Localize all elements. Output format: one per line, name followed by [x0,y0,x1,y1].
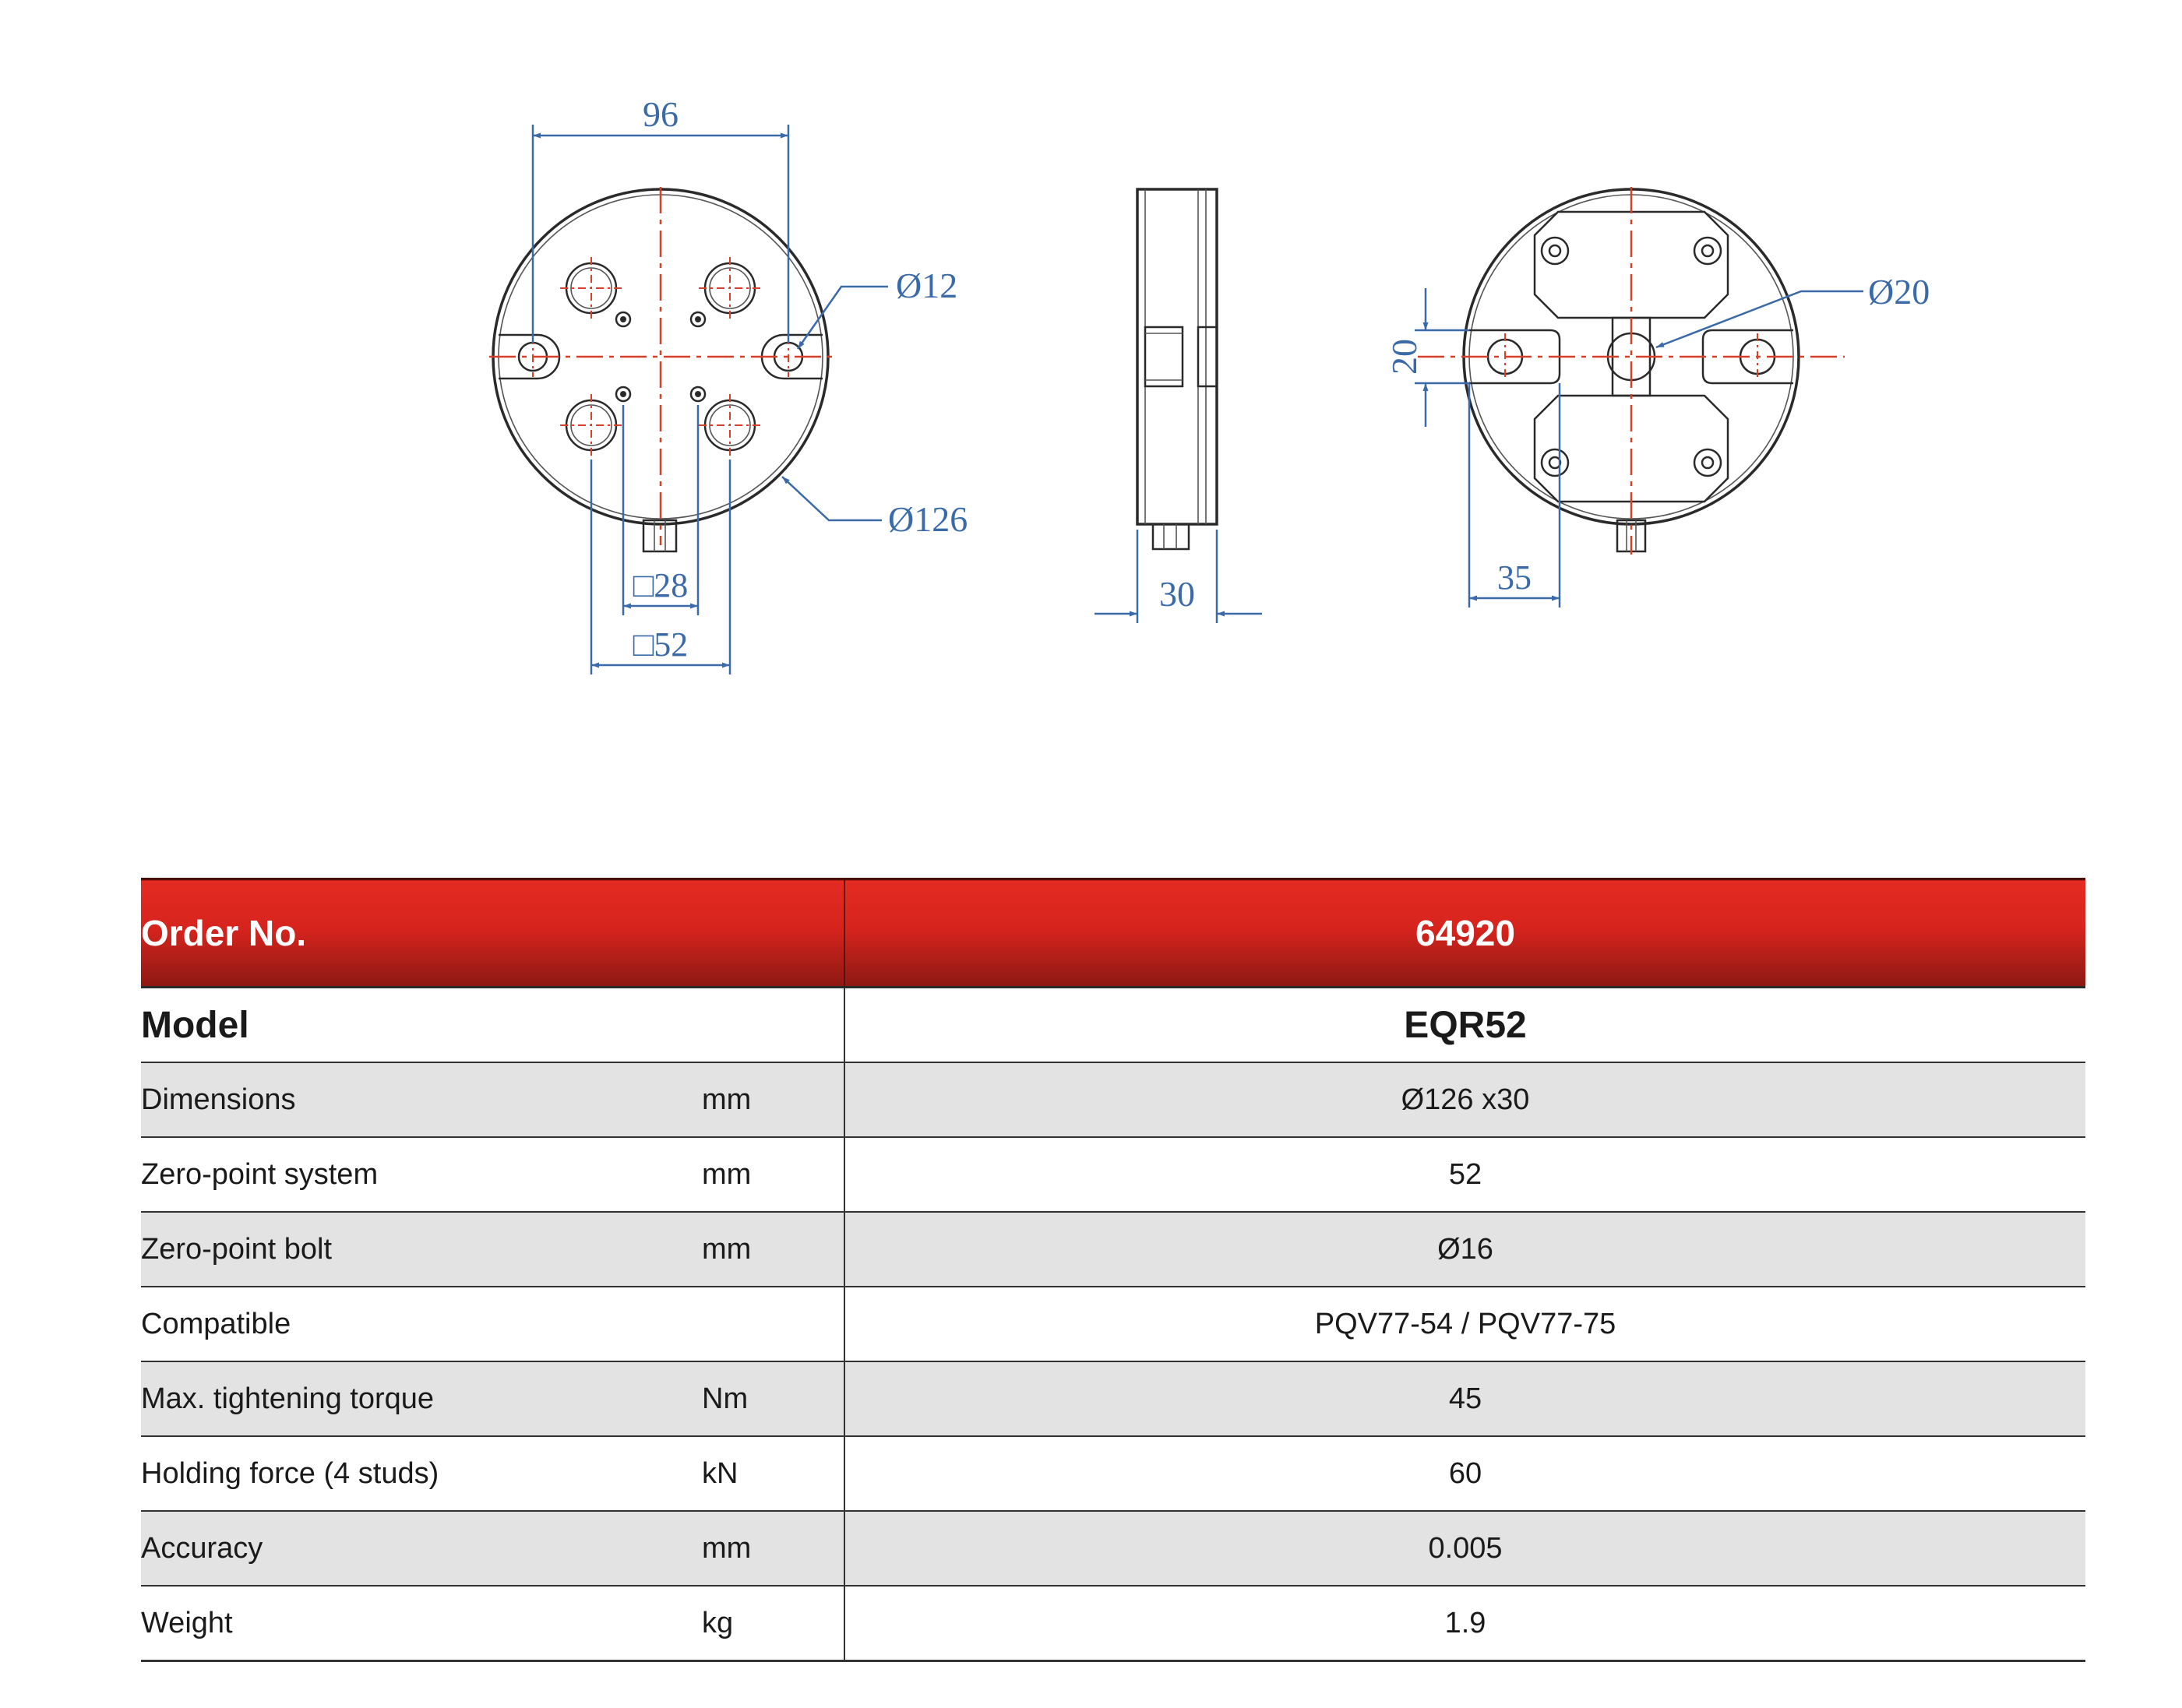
row-label: Dimensions [141,1062,702,1137]
row-label: Weight [141,1586,702,1661]
dim-sq52-label: □52 [633,625,689,664]
technical-drawings [0,0,2182,779]
spec-table [141,878,2085,1662]
row-label: Zero-point system [141,1137,702,1212]
dim-35-label: 35 [1497,558,1532,597]
table-row [141,1586,2085,1661]
row-label: Holding force (4 studs) [141,1436,702,1511]
row-unit: mm [702,1511,844,1586]
table-row [141,1361,2085,1436]
row-unit: kg [702,1586,844,1661]
dim-20-label: 20 [1384,339,1424,375]
table-row [141,1137,2085,1212]
row-value: 1.9 [844,1586,2085,1661]
table-row [141,1287,2085,1361]
table-row [141,1436,2085,1511]
table-row [141,1062,2085,1137]
row-label: Compatible [141,1287,702,1361]
rear-view-drawing [1384,187,1930,607]
table-row [141,1511,2085,1586]
row-unit: mm [702,1137,844,1212]
row-unit [702,1287,844,1361]
row-value: 0.005 [844,1511,2085,1586]
row-value: PQV77-54 / PQV77-75 [844,1287,2085,1361]
model-label: Model [141,988,844,1063]
dim-d126-label: Ø126 [888,499,968,539]
row-value: 60 [844,1436,2085,1511]
model-row [141,988,2085,1063]
row-unit: mm [702,1212,844,1287]
row-value: 52 [844,1137,2085,1212]
row-value: Ø126 x30 [844,1062,2085,1137]
side-view-drawing [1095,189,1262,623]
dim-sq28-label: □28 [633,566,689,604]
row-unit: Nm [702,1361,844,1436]
order-number-row [141,879,2085,988]
row-value: 45 [844,1361,2085,1436]
front-view-drawing [489,94,968,674]
row-label: Accuracy [141,1511,702,1586]
row-value: Ø16 [844,1212,2085,1287]
dim-d20-label: Ø20 [1868,272,1930,312]
model-value: EQR52 [844,988,2085,1063]
dim-30-label: 30 [1159,574,1195,614]
order-number-label: Order No. [141,879,844,988]
table-row [141,1212,2085,1287]
dim-d12-label: Ø12 [896,266,958,305]
row-label: Zero-point bolt [141,1212,702,1287]
row-unit: kN [702,1436,844,1511]
row-unit: mm [702,1062,844,1137]
row-label: Max. tightening torque [141,1361,702,1436]
order-number-value: 64920 [844,879,2085,988]
dim-96-label: 96 [643,94,679,134]
